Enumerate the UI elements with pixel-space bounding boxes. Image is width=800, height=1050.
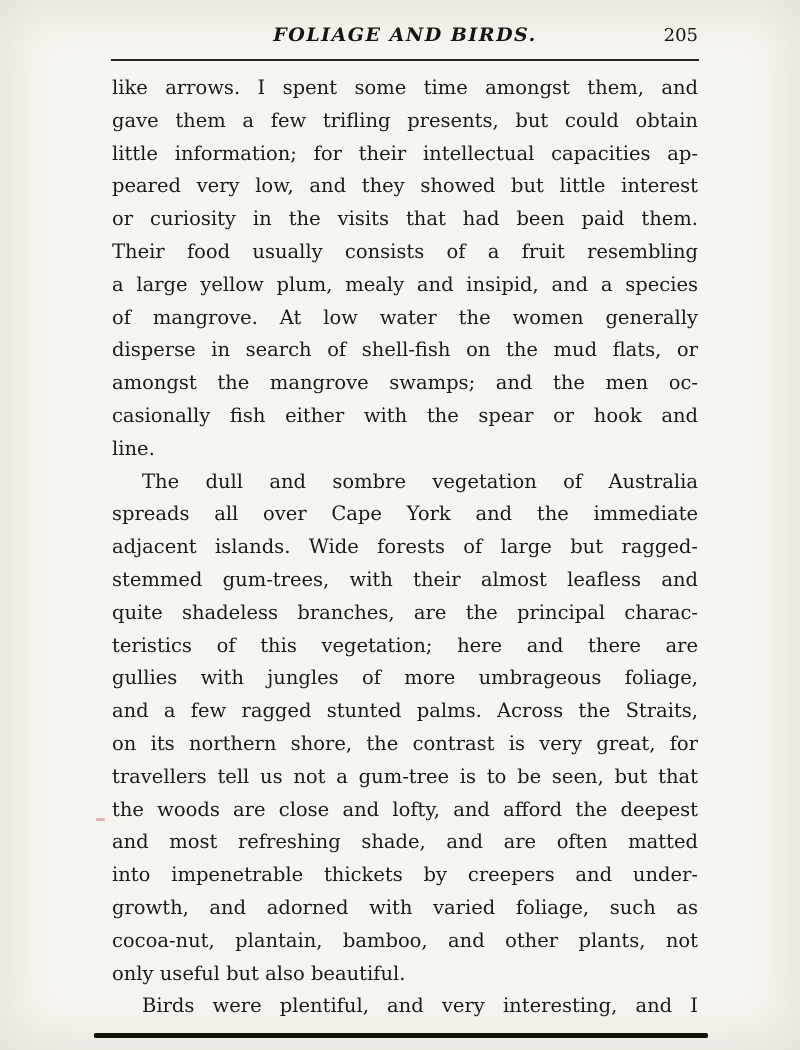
text-line: of mangrove. At low water the women generally xyxy=(112,305,698,329)
text-line: the woods are close and lofty, and afford the deepest xyxy=(112,797,698,821)
text-line: and a few ragged stunted palms. Across the Straits, xyxy=(112,699,698,723)
text-line: Birds were plentiful, and very interesting, and I xyxy=(142,994,698,1018)
text-line: gave them a few trifling presents, but could obtain xyxy=(112,108,698,132)
text-line: growth, and adorned with varied foliage, such as xyxy=(112,895,698,919)
text-line: amongst the mangrove swamps; and the men oc- xyxy=(112,371,698,395)
text-line: gullies with jungles of more umbrageous foliage, xyxy=(112,666,698,690)
text-line: spreads all over Cape York and the immediate xyxy=(112,502,698,526)
scan-mark xyxy=(96,818,105,821)
text-line: little information; for their intellectual capacities ap- xyxy=(112,141,698,165)
text-line: disperse in search of shell-fish on the mud flats, or xyxy=(112,338,698,362)
text-line: peared very low, and they showed but little interest xyxy=(112,174,698,198)
text-line: casionally fish either with the spear or hook and xyxy=(112,403,698,427)
text-line: stemmed gum-trees, with their almost leafless and xyxy=(112,567,698,591)
text-line: The dull and sombre vegetation of Australia xyxy=(142,469,698,493)
text-line: only useful but also beautiful. xyxy=(112,961,406,985)
text-line: into impenetrable thickets by creepers and under- xyxy=(112,863,698,887)
page-bottom-edge xyxy=(94,1033,708,1038)
text-line: on its northern shore, the contrast is very great, for xyxy=(112,731,698,755)
text-line: travellers tell us not a gum-tree is to be seen, but that xyxy=(112,764,698,788)
page-number: 205 xyxy=(663,25,698,46)
text-line: cocoa-nut, plantain, bamboo, and other plants, not xyxy=(112,928,698,952)
text-line: quite shadeless branches, are the principal charac- xyxy=(112,600,698,624)
text-line: Their food usually consists of a fruit resembling xyxy=(112,239,698,263)
page-body xyxy=(112,72,698,1023)
text-line: adjacent islands. Wide forests of large but ragged- xyxy=(112,535,698,559)
text-line: line. xyxy=(112,436,155,460)
text-line: a large yellow plum, mealy and insipid, and a species xyxy=(112,272,698,296)
text-line: and most refreshing shade, and are often matted xyxy=(112,830,698,854)
header-rule xyxy=(111,59,699,61)
text-line: or curiosity in the visits that had been paid them. xyxy=(112,207,698,231)
text-line: like arrows. I spent some time amongst them, and xyxy=(112,76,698,99)
text-line: teristics of this vegetation; here and there are xyxy=(112,633,698,657)
running-title: FOLIAGE AND BIRDS. xyxy=(273,24,537,46)
